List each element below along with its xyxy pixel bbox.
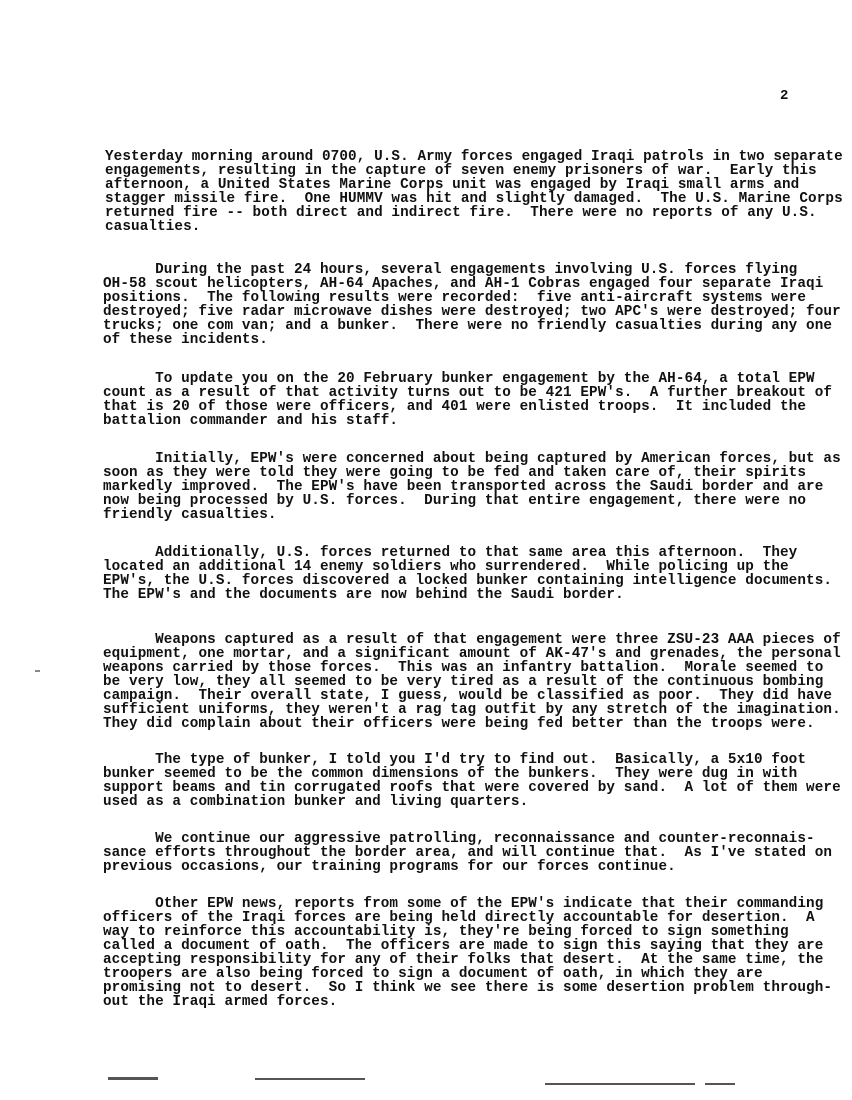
text-line: positions. The following results were recorded: five anti-aircraft systems were xyxy=(103,290,807,306)
scan-artifact xyxy=(705,1083,735,1085)
paragraph xyxy=(103,451,841,523)
scan-artifact xyxy=(108,1077,158,1080)
text-line: The EPW's and the documents are now behind the Saudi border. xyxy=(103,587,624,603)
text-line: way to reinforce this accountability is, they're being forced to sign something xyxy=(103,924,789,940)
paragraph xyxy=(105,149,843,235)
text-line: They did complain about their officers were being fed better than the troops were. xyxy=(103,716,815,732)
text-line: Yesterday morning around 0700, U.S. Army forces engaged Iraqi patrols in two separate xyxy=(105,149,843,165)
scan-artifact xyxy=(255,1078,365,1080)
text-line: out the Iraqi armed forces. xyxy=(103,994,338,1010)
text-line: We continue our aggressive patrolling, reconnaissance and counter-reconnais- xyxy=(103,831,815,847)
text-line: sufficient uniforms, they weren't a rag tag outfit by any stretch of the imagination. xyxy=(103,702,841,718)
text-line: equipment, one mortar, and a significant amount of AK-47's and grenades, the personal xyxy=(103,646,841,662)
text-line: sance efforts throughout the border area, and will continue that. As I've stated on xyxy=(103,845,833,861)
text-line: destroyed; five radar microwave dishes were destroyed; two APC's were destroyed; four xyxy=(103,304,841,320)
text-line: The type of bunker, I told you I'd try to find out. Basically, a 5x10 foot xyxy=(103,752,807,768)
text-line: casualties. xyxy=(105,219,201,235)
paragraph xyxy=(103,752,841,810)
text-line: EPW's, the U.S. forces discovered a locked bunker containing intelligence documents. xyxy=(103,573,833,589)
text-line: engagements, resulting in the capture of seven enemy prisoners of war. Early this xyxy=(105,163,817,179)
text-line: located an additional 14 enemy soldiers who surrendered. While policing up the xyxy=(103,559,789,575)
text-line: afternoon, a United States Marine Corps unit was engaged by Iraqi small arms and xyxy=(105,177,800,193)
text-line: called a document of oath. The officers are made to sign this saying that they are xyxy=(103,938,824,954)
paragraph xyxy=(103,831,833,875)
text-line: accepting responsibility for any of their folks that desert. At the same time, the xyxy=(103,952,824,968)
text-line: promising not to desert. So I think we see there is some desertion problem through- xyxy=(103,980,833,996)
text-line: Other EPW news, reports from some of the EPW's indicate that their commanding xyxy=(103,896,824,912)
text-line: Initially, EPW's were concerned about being captured by American forces, but as xyxy=(103,451,841,467)
text-line: previous occasions, our training programs for our forces continue. xyxy=(103,859,676,875)
text-line: campaign. Their overall state, I guess, would be classified as poor. They did have xyxy=(103,688,833,704)
paragraph xyxy=(103,371,833,429)
paragraph xyxy=(103,896,833,1010)
text-line: markedly improved. The EPW's have been transported across the Saudi border and are xyxy=(103,479,824,495)
text-line: OH-58 scout helicopters, AH-64 Apaches, and AH-1 Cobras engaged four separate Iraqi xyxy=(103,276,824,292)
text-line: officers of the Iraqi forces are being held directly accountable for desertion. A xyxy=(103,910,815,926)
scan-artifact xyxy=(545,1083,695,1085)
text-line: stagger missile fire. One HUMMV was hit and slightly damaged. The U.S. Marine Corps xyxy=(105,191,843,207)
paragraph xyxy=(103,262,841,348)
paragraph xyxy=(103,632,841,732)
text-line: weapons carried by those forces. This was an infantry battalion. Morale seemed to xyxy=(103,660,824,676)
text-line: To update you on the 20 February bunker engagement by the AH-64, a total EPW xyxy=(103,371,815,387)
text-line: soon as they were told they were going to be fed and taken care of, their spirits xyxy=(103,465,807,481)
text-line: used as a combination bunker and living quarters. xyxy=(103,794,529,810)
paragraph xyxy=(103,545,833,603)
text-line: bunker seemed to be the common dimensions of the bunkers. They were dug in with xyxy=(103,766,798,782)
text-line: returned fire -- both direct and indirect fire. There were no reports of any U.S. xyxy=(105,205,817,221)
text-line: now being processed by U.S. forces. During that entire engagement, there were no xyxy=(103,493,807,509)
text-line: support beams and tin corrugated roofs that were covered by sand. A lot of them were xyxy=(103,780,841,796)
text-line: be very low, they all seemed to be very tired as a result of the continuous bombing xyxy=(103,674,824,690)
scan-artifact xyxy=(35,670,40,672)
text-line: that is 20 of those were officers, and 401 were enlisted troops. It included the xyxy=(103,399,807,415)
text-line: Additionally, U.S. forces returned to that same area this afternoon. They xyxy=(103,545,798,561)
text-line: Weapons captured as a result of that engagement were three ZSU-23 AAA pieces of xyxy=(103,632,841,648)
text-line: battalion commander and his staff. xyxy=(103,413,399,429)
text-line: count as a result of that activity turns out to be 421 EPW's. A further breakout of xyxy=(103,385,833,401)
text-line: friendly casualties. xyxy=(103,507,277,523)
text-line: of these incidents. xyxy=(103,332,268,348)
text-line: troopers are also being forced to sign a document of oath, in which they are xyxy=(103,966,763,982)
text-line: During the past 24 hours, several engagements involving U.S. forces flying xyxy=(103,262,798,278)
page-number: 2 xyxy=(780,88,789,104)
text-line: trucks; one com van; and a bunker. There were no friendly casualties during any one xyxy=(103,318,833,334)
